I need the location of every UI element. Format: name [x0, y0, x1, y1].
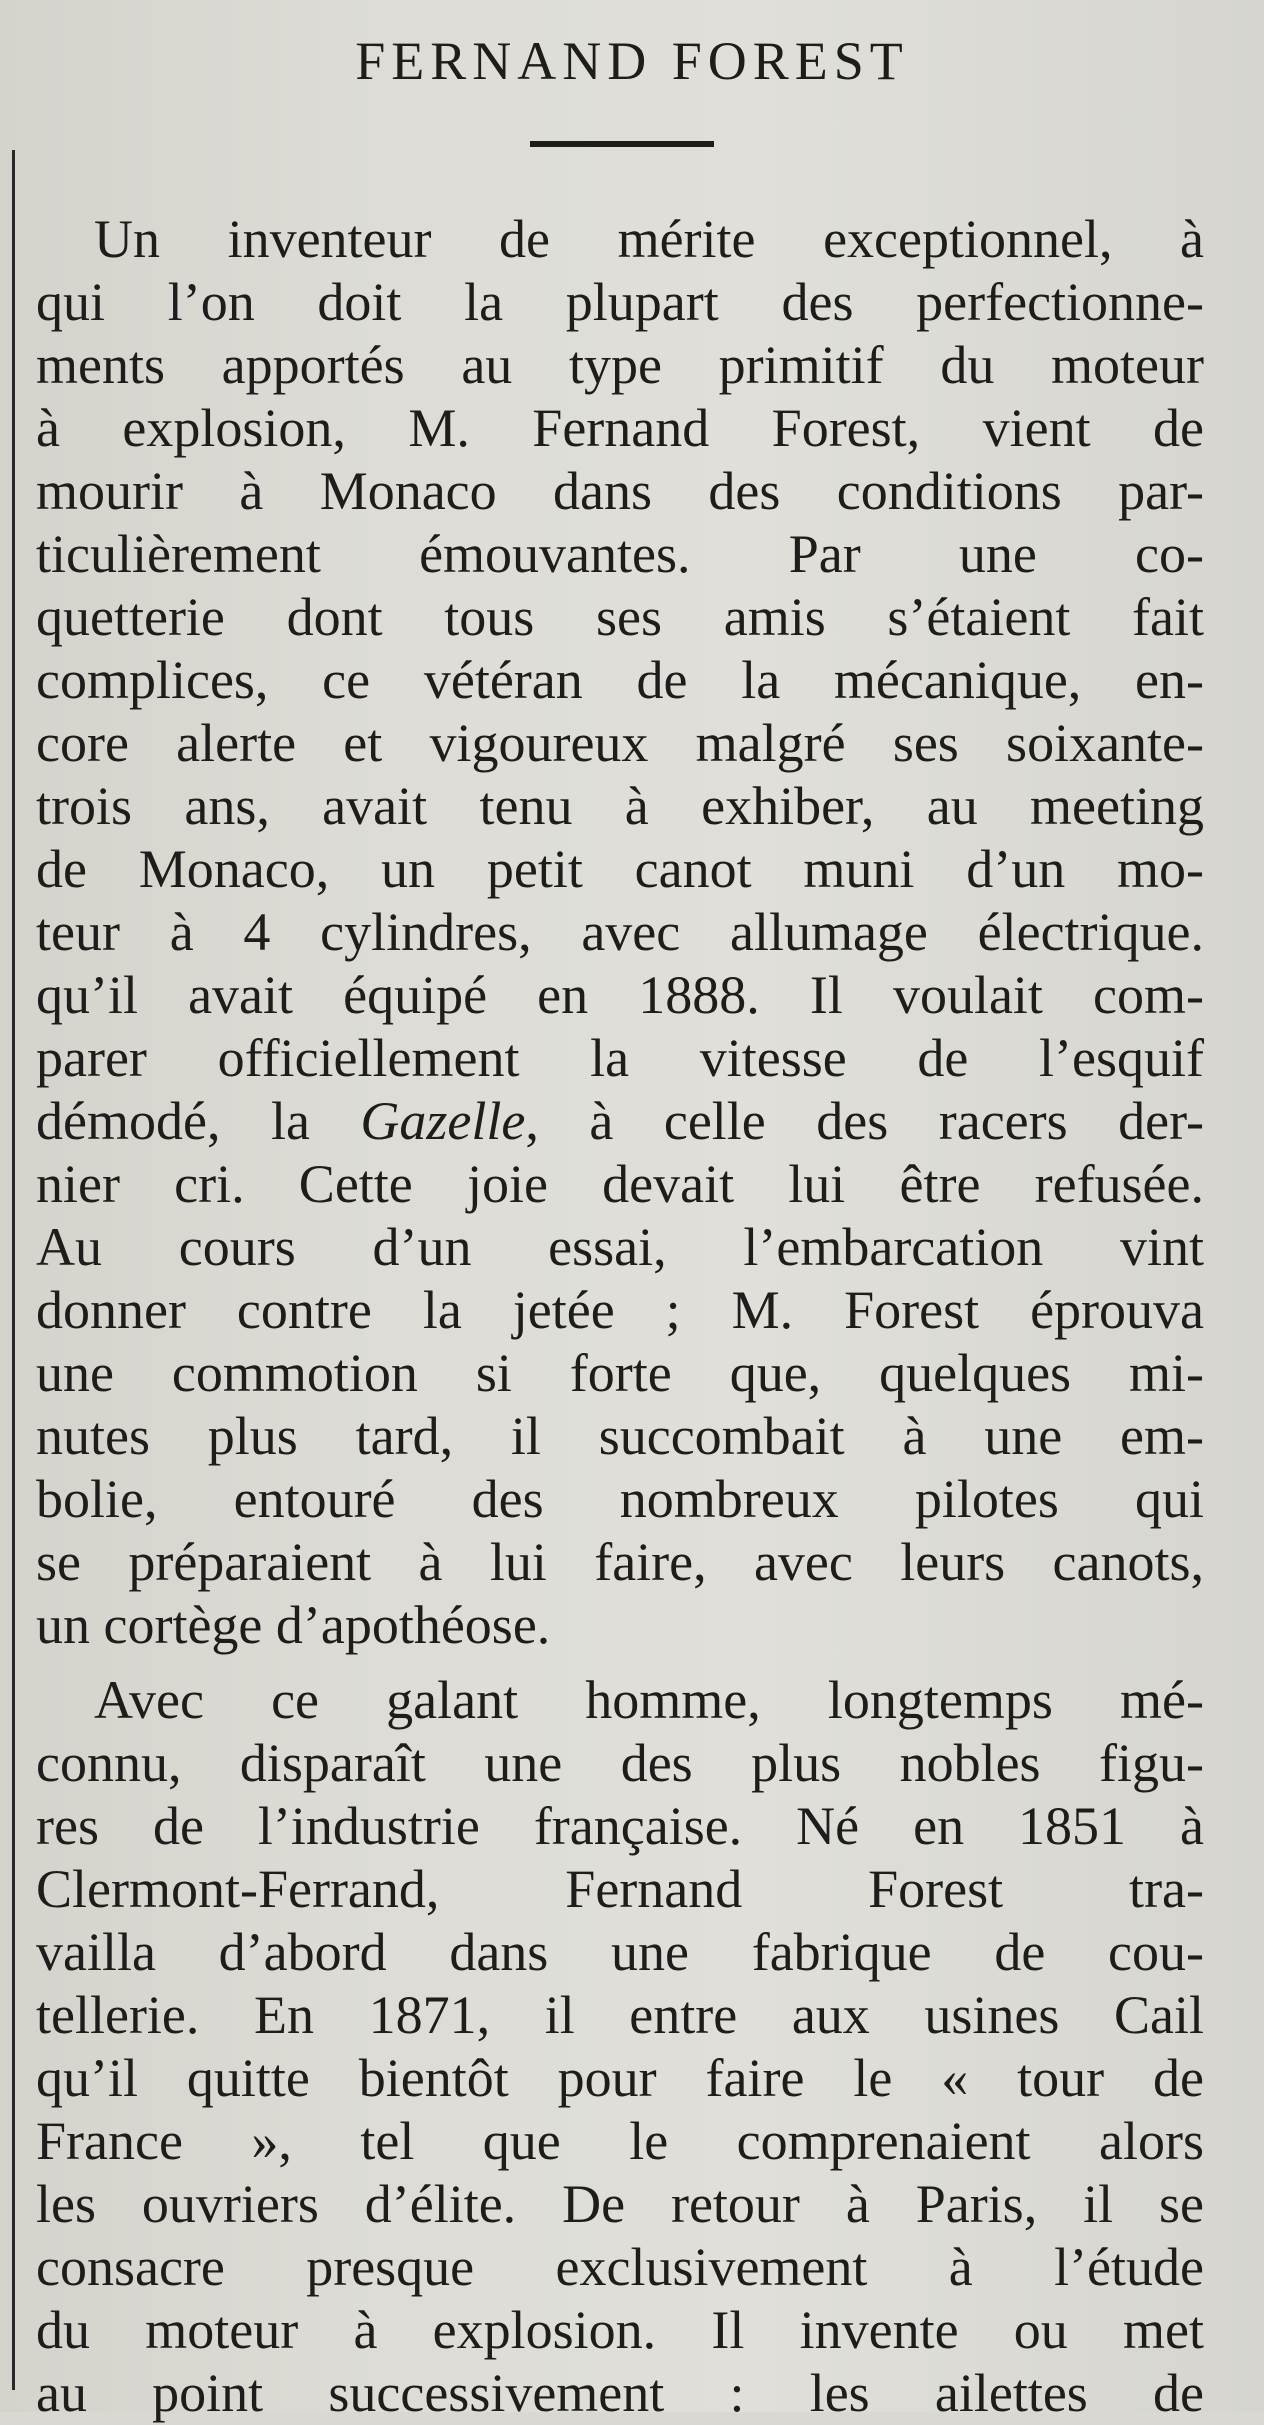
text-line: nutes plus tard, il succombait à une em-: [36, 1406, 1204, 1466]
text-line: consacre presque exclusivement à l’étude: [36, 2237, 1204, 2297]
paragraph-2: [36, 1669, 1204, 2425]
text-line: bolie, entouré des nombreux pilotes qui: [36, 1469, 1204, 1529]
text-line: teur à 4 cylindres, avec allumage électrique.: [36, 902, 1204, 962]
text-line: qu’il quitte bientôt pour faire le « tour de: [36, 2048, 1204, 2108]
text-line: qu’il avait équipé en 1888. Il voulait com-: [36, 965, 1204, 1025]
text-line: Un inventeur de mérite exceptionnel, à: [94, 209, 1204, 269]
text-line: parer officiellement la vitesse de l’esquif: [36, 1028, 1204, 1088]
text-line: qui l’on doit la plupart des perfectionne-: [36, 272, 1204, 332]
paragraph-1: [36, 208, 1204, 1657]
text-line: de Monaco, un petit canot muni d’un mo-: [36, 839, 1204, 899]
column-rule: [12, 150, 15, 2390]
text-line: à explosion, M. Fernand Forest, vient de: [36, 398, 1204, 458]
text-line: se préparaient à lui faire, avec leurs canots,: [36, 1532, 1204, 1592]
text-line: core alerte et vigoureux malgré ses soixante-: [36, 713, 1204, 773]
text-line: ments apportés au type primitif du moteur: [36, 335, 1204, 395]
text-line: ticulièrement émouvantes. Par une co-: [36, 524, 1204, 584]
text-line: mourir à Monaco dans des conditions par-: [36, 461, 1204, 521]
text-line: connu, disparaît une des plus nobles figu-: [36, 1733, 1204, 1793]
text-line: les ouvriers d’élite. De retour à Paris, il se: [36, 2174, 1204, 2234]
title-divider: [530, 141, 714, 147]
text-line-with-italic: [36, 1090, 1204, 1153]
text-line: une commotion si forte que, quelques mi-: [36, 1343, 1204, 1403]
text-line: complices, ce vétéran de la mécanique, en-: [36, 650, 1204, 710]
text-line: au point successivement : les ailettes de: [36, 2363, 1204, 2423]
text-line: trois ans, avait tenu à exhiber, au meeting: [36, 776, 1204, 836]
text-line: tellerie. En 1871, il entre aux usines Cail: [36, 1985, 1204, 2045]
text-line: Avec ce galant homme, longtemps mé-: [94, 1670, 1204, 1730]
text-line: un cortège d’apothéose.: [36, 1595, 551, 1655]
text-line: donner contre la jetée ; M. Forest éprouva: [36, 1280, 1204, 1340]
text-line: France », tel que le comprenaient alors: [36, 2111, 1204, 2171]
text-line: nier cri. Cette joie devait lui être refusée.: [36, 1154, 1204, 1214]
boat-name-italic: Gazelle: [360, 1091, 526, 1151]
article-title: FERNAND FOREST: [355, 31, 909, 91]
article-body: [36, 208, 1204, 2425]
text-line: Clermont-Ferrand, Fernand Forest tra-: [36, 1859, 1204, 1919]
text-line: vailla d’abord dans une fabrique de cou-: [36, 1922, 1204, 1982]
text-segment: , à celle des racers der-: [525, 1091, 1204, 1151]
text-segment: démodé, la: [36, 1091, 361, 1151]
text-line: quetterie dont tous ses amis s’étaient fait: [36, 587, 1204, 647]
text-line: Au cours d’un essai, l’embarcation vint: [36, 1217, 1204, 1277]
text-line: du moteur à explosion. Il invente ou met: [36, 2300, 1204, 2360]
text-line: res de l’industrie française. Né en 1851 à: [36, 1796, 1204, 1856]
